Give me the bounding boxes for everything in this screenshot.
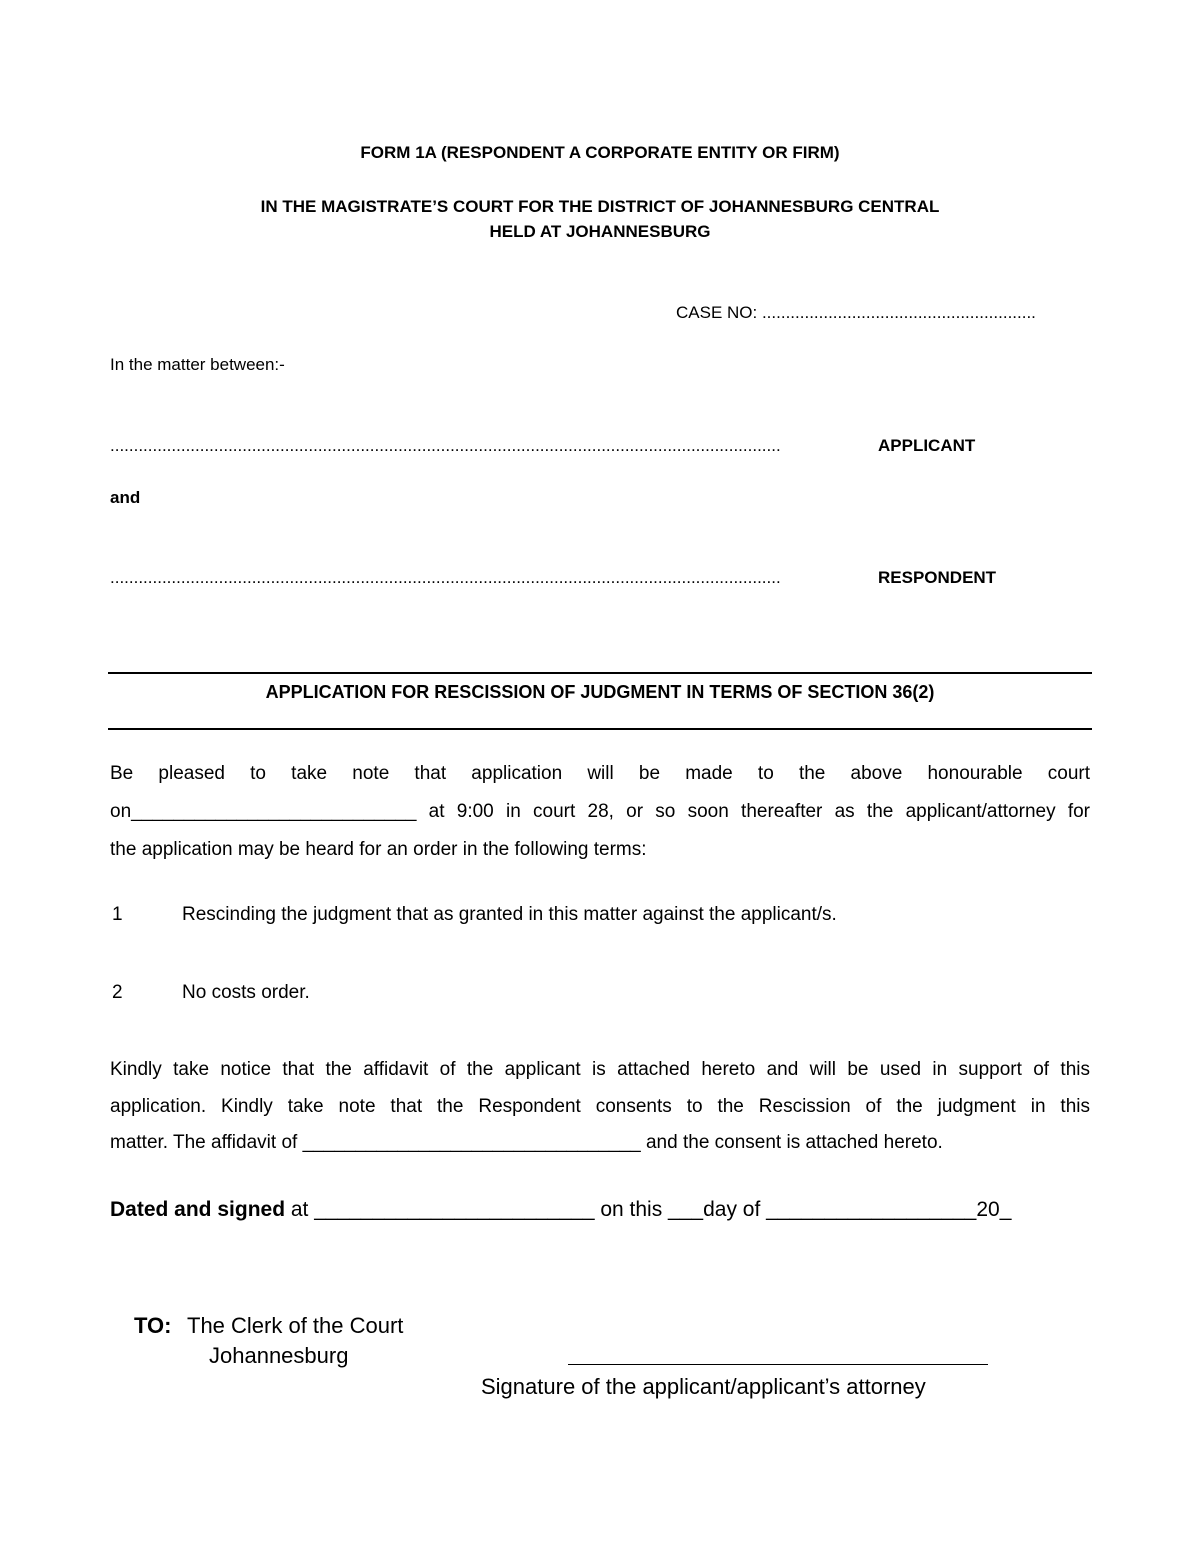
form-title: FORM 1A (RESPONDENT A CORPORATE ENTITY OR FIRM) (360, 143, 840, 162)
dated-signed-label: Dated and signed (110, 1198, 286, 1221)
notice-line-2: on___________________________ at 9:00 in court 28, or so soon thereafter as the applicant/attorney for (110, 801, 1090, 822)
case-number-field: CASE NO: .......................................................... (676, 303, 1036, 322)
bottom-divider (108, 728, 1092, 730)
affidavit-line-1: Kindly take notice that the affidavit of the applicant is attached hereto and will be used in support of this (110, 1059, 1090, 1080)
top-divider (108, 672, 1092, 674)
dated-signed-line (110, 1198, 1011, 1222)
to-label: TO: (134, 1313, 172, 1338)
to-recipient-line1: The Clerk of the Court (187, 1313, 404, 1338)
respondent-label: RESPONDENT (878, 568, 997, 587)
matter-between-label: In the matter between:- (110, 355, 285, 374)
signature-caption: Signature of the applicant/applicant’s attorney (481, 1374, 926, 1399)
item-text-2: No costs order. (182, 982, 310, 1003)
to-recipient-line2: Johannesburg (209, 1343, 349, 1368)
item-text-1: Rescinding the judgment that as granted in this matter against the applicant/s. (182, 904, 837, 925)
item-number-2: 2 (112, 982, 123, 1003)
item-number-1: 1 (112, 904, 123, 925)
and-label: and (110, 488, 141, 507)
notice-line-1: Be pleased to take note that application will be made to the above honourable court (110, 763, 1090, 784)
dated-signed-blanks: at ________________________ on this ___day of __________________20_ (285, 1198, 1012, 1221)
applicant-label: APPLICANT (878, 436, 976, 455)
respondent-name-line: .............................................................................................................................................. (110, 568, 781, 587)
affidavit-line-2: application. Kindly take note that the Respondent consents to the Rescission of the judgment in this (110, 1096, 1090, 1117)
notice-line-3: the application may be heard for an order in the following terms: (110, 839, 647, 860)
signature-line (568, 1364, 988, 1365)
application-title: APPLICATION FOR RESCISSION OF JUDGMENT IN TERMS OF SECTION 36(2) (265, 682, 935, 702)
affidavit-line-3: matter. The affidavit of ________________________________ and the consent is attached hereto. (110, 1132, 943, 1153)
court-heading-line2: HELD AT JOHANNESBURG (489, 222, 711, 241)
court-heading-line1: IN THE MAGISTRATE’S COURT FOR THE DISTRICT OF JOHANNESBURG CENTRAL (260, 197, 940, 216)
applicant-name-line: .............................................................................................................................................. (110, 436, 781, 455)
